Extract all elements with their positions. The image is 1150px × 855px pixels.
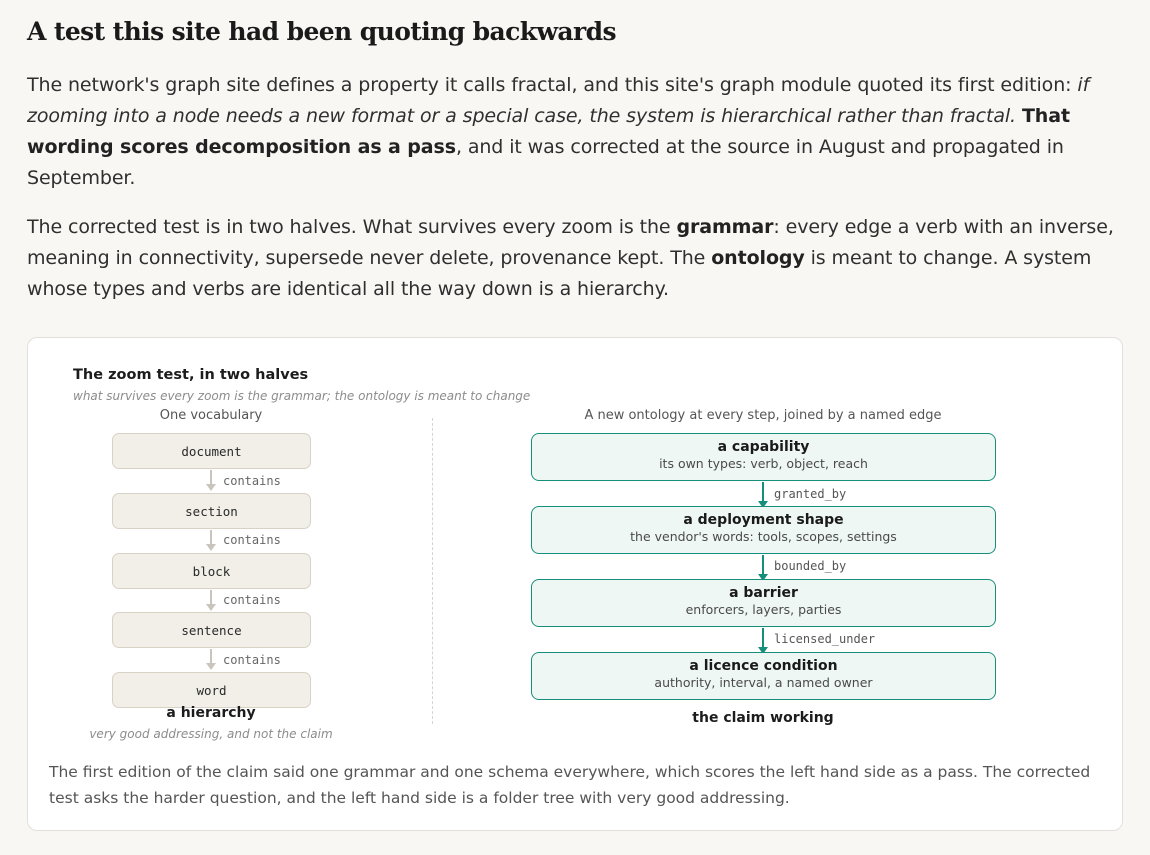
- right-node-title: a licence condition: [689, 658, 838, 674]
- right-arrow-1: [762, 482, 764, 502]
- page-title: A test this site had been quoting backwards: [27, 17, 616, 46]
- right-node-licence-condition: [531, 652, 996, 700]
- para1-text-1: The network's graph site defines a property it calls fractal, and this site's graph module quoted its first edition:: [27, 74, 1078, 96]
- right-node-subtitle: its own types: verb, object, reach: [659, 456, 868, 471]
- right-node-title: a barrier: [729, 585, 798, 601]
- intro-paragraph: [27, 70, 1125, 194]
- right-verdict: the claim working: [692, 710, 834, 726]
- left-arrow-1: [210, 470, 212, 485]
- right-node-subtitle: authority, interval, a named owner: [654, 675, 873, 690]
- left-arrow-3: [210, 590, 212, 605]
- figure-title: The zoom test, in two halves: [73, 367, 309, 383]
- left-node-document: document: [112, 433, 311, 469]
- right-arrow-3: [762, 628, 764, 648]
- figure-card: [27, 337, 1123, 831]
- para1-text-3: , and it was corrected at the source in August and propagated in September.: [27, 136, 1064, 189]
- left-verdict-subtitle: very good addressing, and not the claim: [89, 727, 333, 741]
- column-divider: [432, 418, 433, 724]
- right-edge-label-granted-by: granted_by: [774, 487, 847, 501]
- para2-bold-ontology: ontology: [711, 247, 805, 269]
- right-node-deployment-shape: [531, 506, 996, 554]
- right-node-title: a capability: [717, 439, 810, 455]
- left-node-section: section: [112, 493, 311, 529]
- left-edge-label-4: contains: [223, 653, 281, 667]
- left-verdict: a hierarchy: [166, 705, 256, 721]
- left-edge-label-2: contains: [223, 533, 281, 547]
- right-edge-label-licensed-under: licensed_under: [774, 632, 876, 646]
- figure-subtitle: what survives every zoom is the grammar; the ontology is meant to change: [73, 389, 531, 403]
- second-paragraph: [27, 212, 1125, 305]
- right-node-subtitle: enforcers, layers, parties: [685, 602, 842, 617]
- right-node-capability: [531, 433, 996, 481]
- left-node-word: word: [112, 672, 311, 708]
- right-edge-label-bounded-by: bounded_by: [774, 559, 847, 573]
- left-node-block: block: [112, 553, 311, 589]
- left-column-heading: One vocabulary: [159, 408, 263, 423]
- right-node-title: a deployment shape: [683, 512, 844, 528]
- left-arrow-2: [210, 530, 212, 545]
- right-column-heading: A new ontology at every step, joined by a named edge: [584, 408, 942, 423]
- figure-caption: The first edition of the claim said one grammar and one schema everywhere, which scores the left hand side as a pass. The corrected test asks the harder question, and the left hand side is a folder tree with very good addressing.: [49, 763, 1091, 807]
- para1-bold: That wording scores decomposition as a pass: [27, 105, 1070, 158]
- left-edge-label-3: contains: [223, 593, 281, 607]
- para2-bold-grammar: grammar: [676, 216, 774, 238]
- para2-text-2: : every edge a verb with an inverse, meaning in connectivity, supersede never delete, provenance kept. The: [27, 216, 1114, 269]
- left-arrow-4: [210, 649, 212, 664]
- right-node-subtitle: the vendor's words: tools, scopes, settings: [630, 529, 897, 544]
- right-node-barrier: [531, 579, 996, 627]
- left-edge-label-1: contains: [223, 474, 281, 488]
- para1-quote: if zooming into a node needs a new format or a special case, the system is hierarchical rather than fractal.: [27, 74, 1090, 127]
- para2-text-3: is meant to change. A system whose types and verbs are identical all the way down is a hierarchy.: [27, 247, 1092, 300]
- left-node-sentence: sentence: [112, 612, 311, 648]
- para2-text-1: The corrected test is in two halves. What survives every zoom is the: [27, 216, 677, 238]
- right-arrow-2: [762, 555, 764, 575]
